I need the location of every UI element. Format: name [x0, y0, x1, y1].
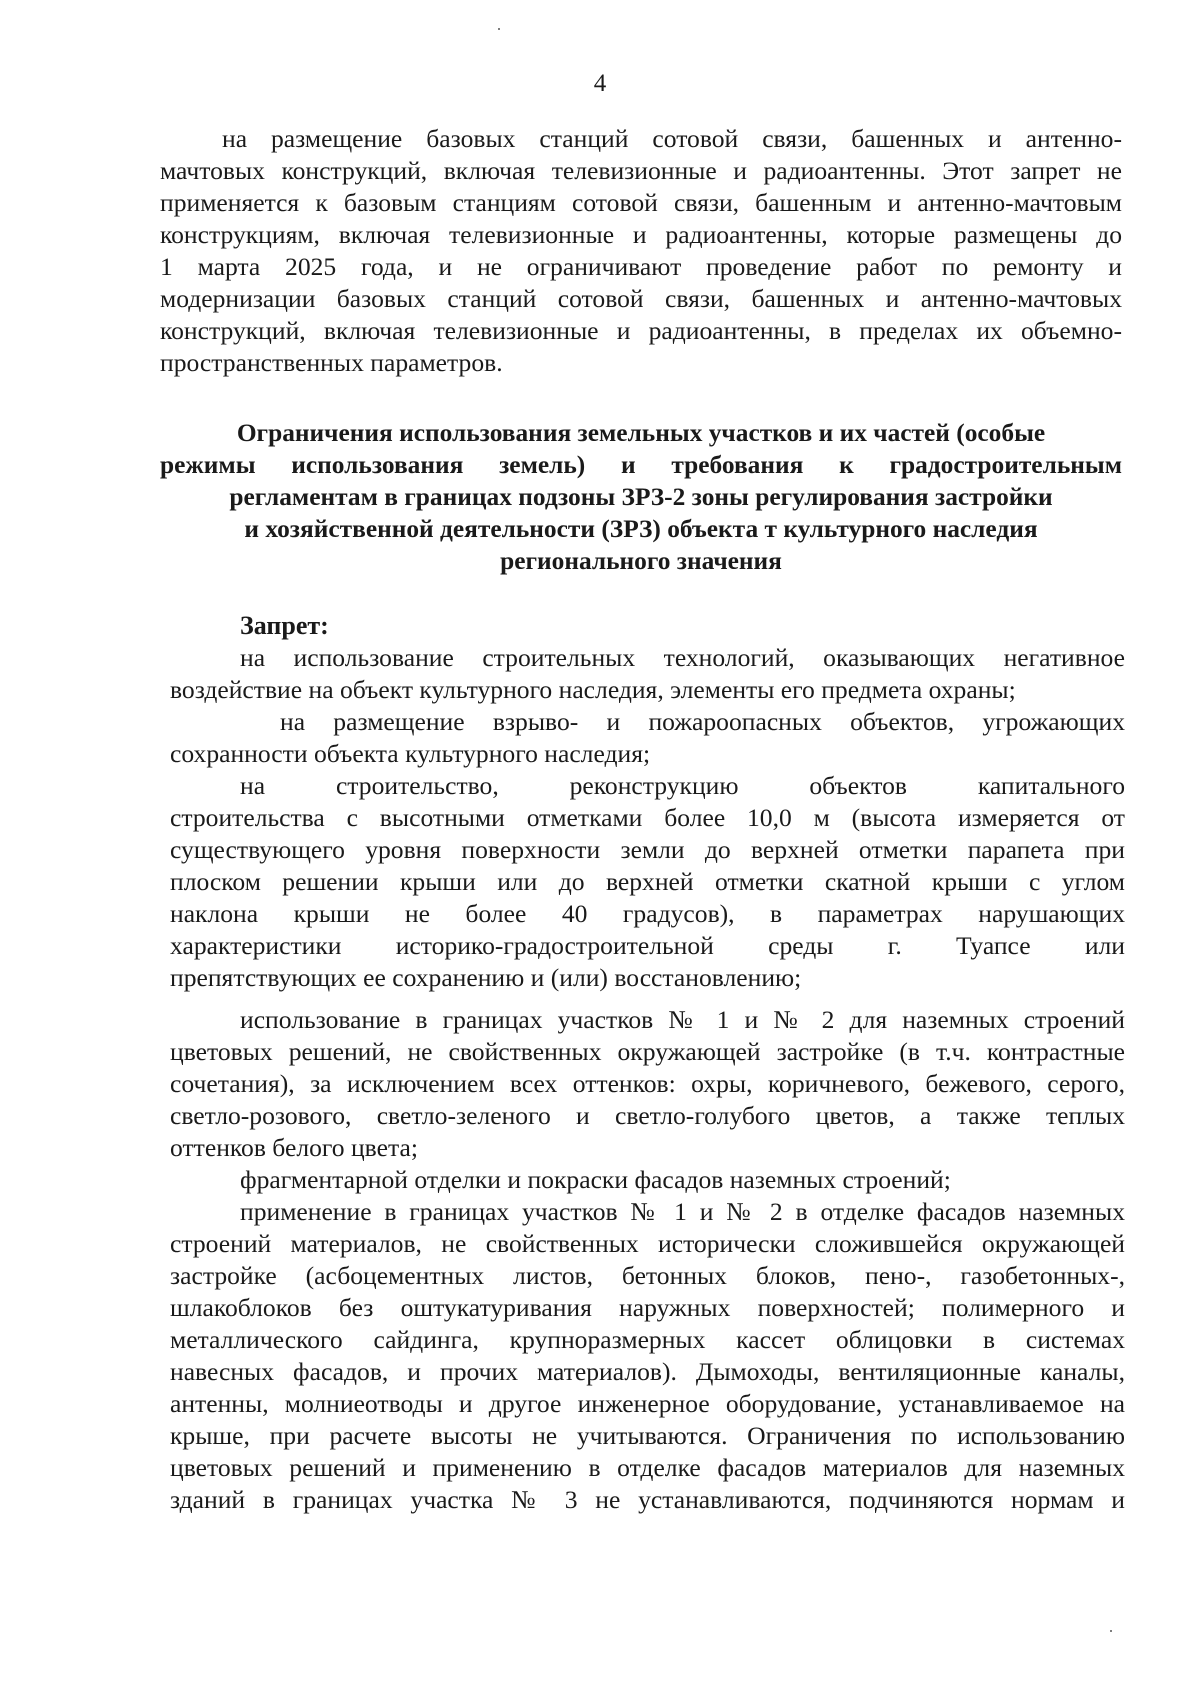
scan-speck [498, 28, 500, 30]
text-line: на размещение взрыво- и пожароопасных объектов, угрожающих [280, 707, 1125, 736]
text-line: застройке (асбоцементных листов, бетонных блоков, пено-, газобетонных-, [170, 1261, 1125, 1290]
text-line: характеристики историко-градостроительной среды г. Туапсе или [170, 931, 1125, 960]
text-line: зданий в границах участка № 3 не устанавливаются, подчиняются нормам и [170, 1485, 1125, 1514]
text-line: пространственных параметров. [160, 348, 503, 377]
text-line: модернизации базовых станций сотовой связи, башенных и антенно-мачтовых [160, 284, 1122, 313]
text-line: оттенков белого цвета; [170, 1133, 418, 1162]
text-line: на строительство, реконструкцию объектов капитального [240, 771, 1125, 800]
scan-speck [1110, 1630, 1112, 1632]
prohibition-label: Запрет: [240, 611, 329, 640]
heading-line: регионального значения [500, 547, 782, 575]
text-line: применение в границах участков № 1 и № 2 в отделке фасадов наземных [240, 1197, 1125, 1226]
text-line: на использование строительных технологий, оказывающих негативное [240, 643, 1125, 672]
heading-line: регламентам в границах подзоны ЗРЗ-2 зоны регулирования застройки [229, 483, 1053, 511]
text-line: на размещение базовых станций сотовой связи, башенных и антенно- [222, 124, 1122, 153]
text-line: цветовых решений, не свойственных окружающей застройке (в т.ч. контрастные [170, 1037, 1125, 1066]
text-line: шлакоблоков без оштукатуривания наружных поверхностей; полимерного и [170, 1293, 1125, 1322]
text-line: строительства с высотными отметками более 10,0 м (высота измеряется от [170, 803, 1125, 832]
text-line: сохранности объекта культурного наследия; [170, 739, 651, 768]
text-line: конструкциям, включая телевизионные и радиоантенны, которые размещены до [160, 220, 1122, 249]
text-line: конструкций, включая телевизионные и радиоантенны, в пределах их объемно- [160, 316, 1122, 345]
text-line: мачтовых конструкций, включая телевизионные и радиоантенны. Этот запрет не [160, 156, 1122, 185]
text-line: воздействие на объект культурного наследия, элементы его предмета охраны; [170, 675, 1016, 704]
text-line: строений материалов, не свойственных исторически сложившейся окружающей [170, 1229, 1125, 1258]
text-line: применяется к базовым станциям сотовой связи, башенным и антенно-мачтовым [160, 188, 1122, 217]
text-line: крыше, при расчете высоты не учитываются. Ограничения по использованию [170, 1421, 1125, 1450]
text-line: использование в границах участков № 1 и № 2 для наземных строений [240, 1005, 1125, 1034]
heading-line: и хозяйственной деятельности (ЗРЗ) объекта т культурного наследия [244, 515, 1038, 543]
text-line: цветовых решений и применению в отделке фасадов материалов для наземных [170, 1453, 1125, 1482]
text-line: светло-розового, светло-зеленого и светло-голубого цветов, а также теплых [170, 1101, 1125, 1130]
text-line: сочетания), за исключением всех оттенков: охры, коричневого, бежевого, серого, [170, 1069, 1125, 1098]
heading-line: Ограничения использования земельных участков и их частей (особые [236, 419, 1046, 447]
text-line: плоском решении крыши или до верхней отметки скатной крыши с углом [170, 867, 1125, 896]
text-line: металлического сайдинга, крупноразмерных кассет облицовки в системах [170, 1325, 1125, 1354]
text-line: 1 марта 2025 года, и не ограничивают проведение работ по ремонту и [160, 252, 1122, 281]
text-line: навесных фасадов, и прочих материалов). Дымоходы, вентиляционные каналы, [170, 1357, 1125, 1386]
page-number: 4 [593, 70, 607, 97]
text-line: наклона крыши не более 40 градусов), в параметрах нарушающих [170, 899, 1125, 928]
text-line: препятствующих ее сохранению и (или) восстановлению; [170, 963, 802, 992]
text-line: существующего уровня поверхности земли до верхней отметки парапета при [170, 835, 1125, 864]
text-line: фрагментарной отделки и покраски фасадов наземных строений; [240, 1165, 951, 1194]
heading-line: режимы использования земель) и требования к градостроительным [160, 451, 1122, 479]
text-line: антенны, молниеотводы и другое инженерное оборудование, устанавливаемое на [170, 1389, 1125, 1418]
